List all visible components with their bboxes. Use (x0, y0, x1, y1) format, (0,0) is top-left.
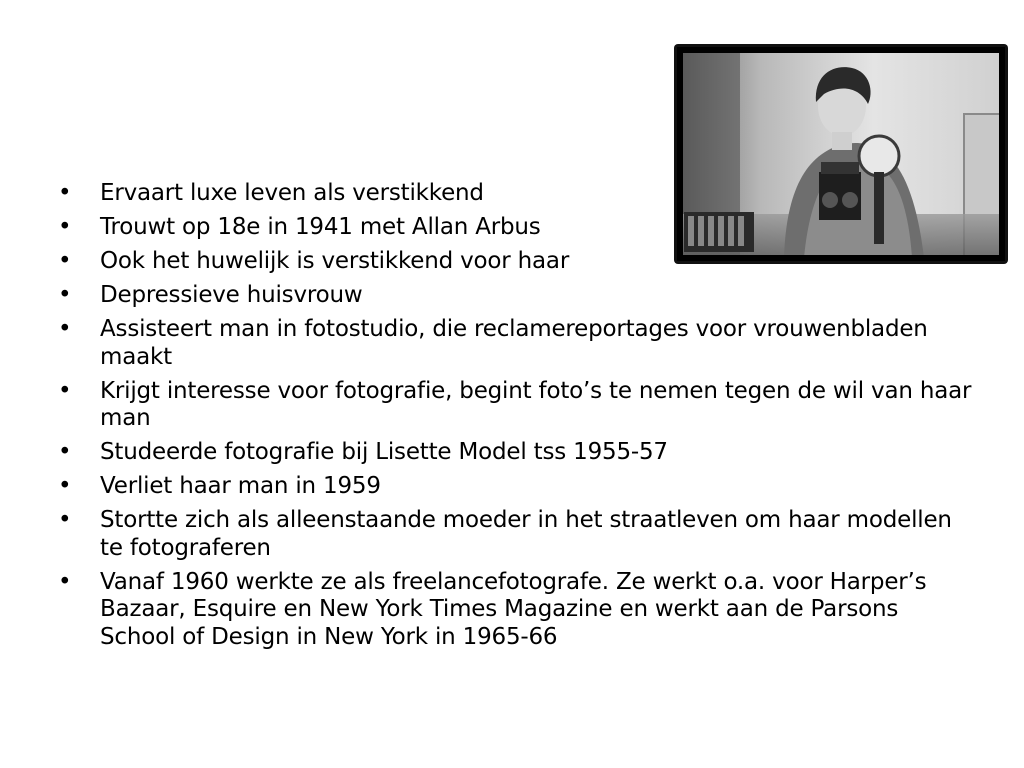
bullet-marker: • (58, 214, 72, 240)
bullet-marker: • (58, 507, 72, 533)
list-item (56, 439, 976, 467)
bullet-marker: • (58, 568, 72, 595)
bullet-text: Verliet haar man in 1959 (100, 473, 381, 499)
list-item (56, 248, 700, 276)
bullet-text: Ook het huwelijk is verstikkend voor haar (100, 248, 570, 274)
bullet-text: Assisteert man in fotostudio, die reclamereportages voor vrouwenbladen maakt (100, 316, 928, 370)
bullet-text: Krijgt interesse voor fotografie, begint foto’s te nemen tegen de wil van haar man (100, 377, 972, 431)
bullet-list (56, 180, 976, 658)
list-item (56, 282, 976, 310)
bullet-marker: • (58, 316, 72, 342)
bullet-text: Stortte zich als alleenstaande moeder in het straatleven om haar modellen te fotograferen (100, 507, 952, 561)
bullet-marker: • (58, 439, 72, 465)
bullet-marker: • (58, 282, 72, 308)
bullet-marker: • (58, 473, 72, 499)
bullet-marker: • (58, 180, 72, 206)
list-item (56, 473, 976, 501)
list-item (56, 569, 976, 652)
bullet-marker: • (58, 377, 72, 404)
bullet-text: Trouwt op 18e in 1941 met Allan Arbus (100, 214, 541, 240)
list-item (56, 507, 976, 562)
bullet-marker: • (58, 248, 72, 274)
list-item (56, 378, 976, 433)
bullet-text: Vanaf 1960 werkte ze als freelancefotografe. Ze werkt o.a. voor Harper’s Bazaar, Esquire en New York Times Magazine en werkt aan de Parsons School of Design in New York in 1965-66 (100, 568, 927, 650)
list-item (56, 214, 700, 242)
list-item (56, 316, 976, 371)
bullet-text: Depressieve huisvrouw (100, 282, 363, 308)
bullet-text: Ervaart luxe leven als verstikkend (100, 180, 484, 206)
bullet-text: Studeerde fotografie bij Lisette Model tss 1955-57 (100, 439, 668, 465)
list-item (56, 180, 700, 208)
